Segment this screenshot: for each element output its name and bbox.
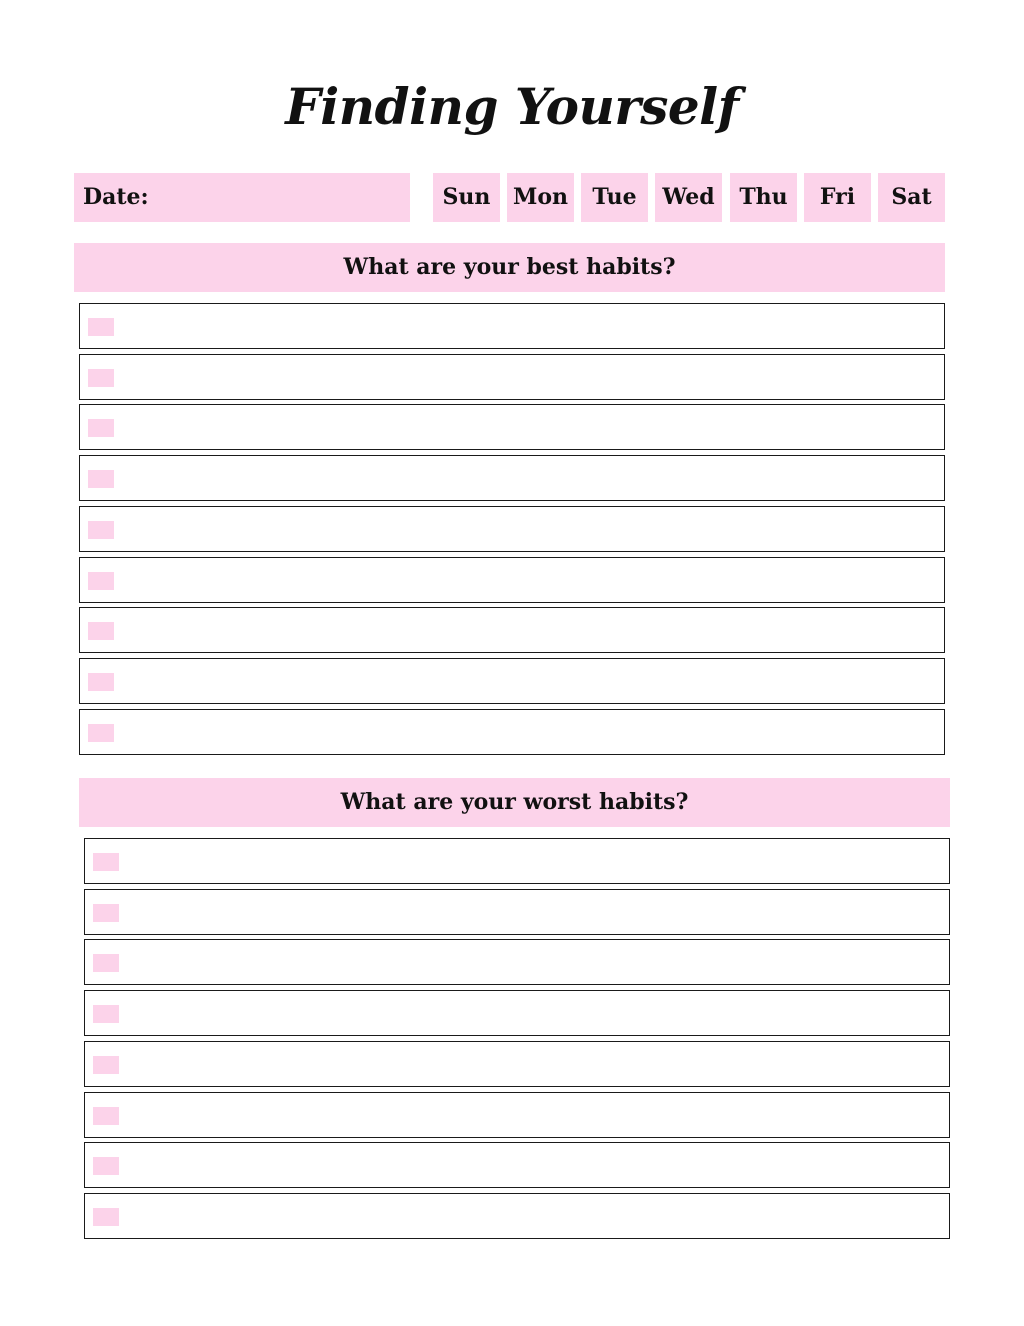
day-tue[interactable]: Tue [581, 173, 648, 222]
day-mon[interactable]: Mon [507, 173, 574, 222]
best-habit-checkbox[interactable] [88, 724, 114, 742]
worst-habits-heading: What are your worst habits? [79, 778, 950, 827]
worst-habit-row[interactable] [84, 1193, 950, 1239]
best-habit-row[interactable] [79, 557, 945, 603]
worst-habit-checkbox[interactable] [93, 1056, 119, 1074]
best-habit-checkbox[interactable] [88, 673, 114, 691]
day-wed[interactable]: Wed [655, 173, 722, 222]
day-sat[interactable]: Sat [878, 173, 945, 222]
worst-habit-checkbox[interactable] [93, 853, 119, 871]
best-habit-checkbox[interactable] [88, 622, 114, 640]
day-fri[interactable]: Fri [804, 173, 871, 222]
page-title: Finding Yourself [285, 77, 739, 136]
best-habit-row[interactable] [79, 709, 945, 755]
best-habit-checkbox[interactable] [88, 572, 114, 590]
worst-habit-row[interactable] [84, 939, 950, 985]
best-habit-checkbox[interactable] [88, 318, 114, 336]
best-habit-row[interactable] [79, 354, 945, 400]
day-sun[interactable]: Sun [433, 173, 500, 222]
best-habit-checkbox[interactable] [88, 470, 114, 488]
best-habit-row[interactable] [79, 658, 945, 704]
worst-habit-checkbox[interactable] [93, 1107, 119, 1125]
best-habit-checkbox[interactable] [88, 369, 114, 387]
worst-habit-row[interactable] [84, 889, 950, 935]
worst-habit-row[interactable] [84, 838, 950, 884]
worst-habit-row[interactable] [84, 1041, 950, 1087]
date-label: Date: [83, 184, 149, 210]
best-habit-checkbox[interactable] [88, 419, 114, 437]
best-habit-row[interactable] [79, 303, 945, 349]
worst-habit-row[interactable] [84, 990, 950, 1036]
best-habit-row[interactable] [79, 455, 945, 501]
worst-habit-checkbox[interactable] [93, 1005, 119, 1023]
worst-habit-row[interactable] [84, 1142, 950, 1188]
day-thu[interactable]: Thu [730, 173, 797, 222]
worst-habit-checkbox[interactable] [93, 1157, 119, 1175]
worst-habit-checkbox[interactable] [93, 1208, 119, 1226]
best-habit-checkbox[interactable] [88, 521, 114, 539]
worst-habit-checkbox[interactable] [93, 954, 119, 972]
date-field[interactable] [74, 173, 410, 222]
best-habit-row[interactable] [79, 506, 945, 552]
best-habit-row[interactable] [79, 607, 945, 653]
best-habit-row[interactable] [79, 404, 945, 450]
worst-habit-row[interactable] [84, 1092, 950, 1138]
best-habits-heading: What are your best habits? [74, 243, 945, 292]
worst-habit-checkbox[interactable] [93, 904, 119, 922]
